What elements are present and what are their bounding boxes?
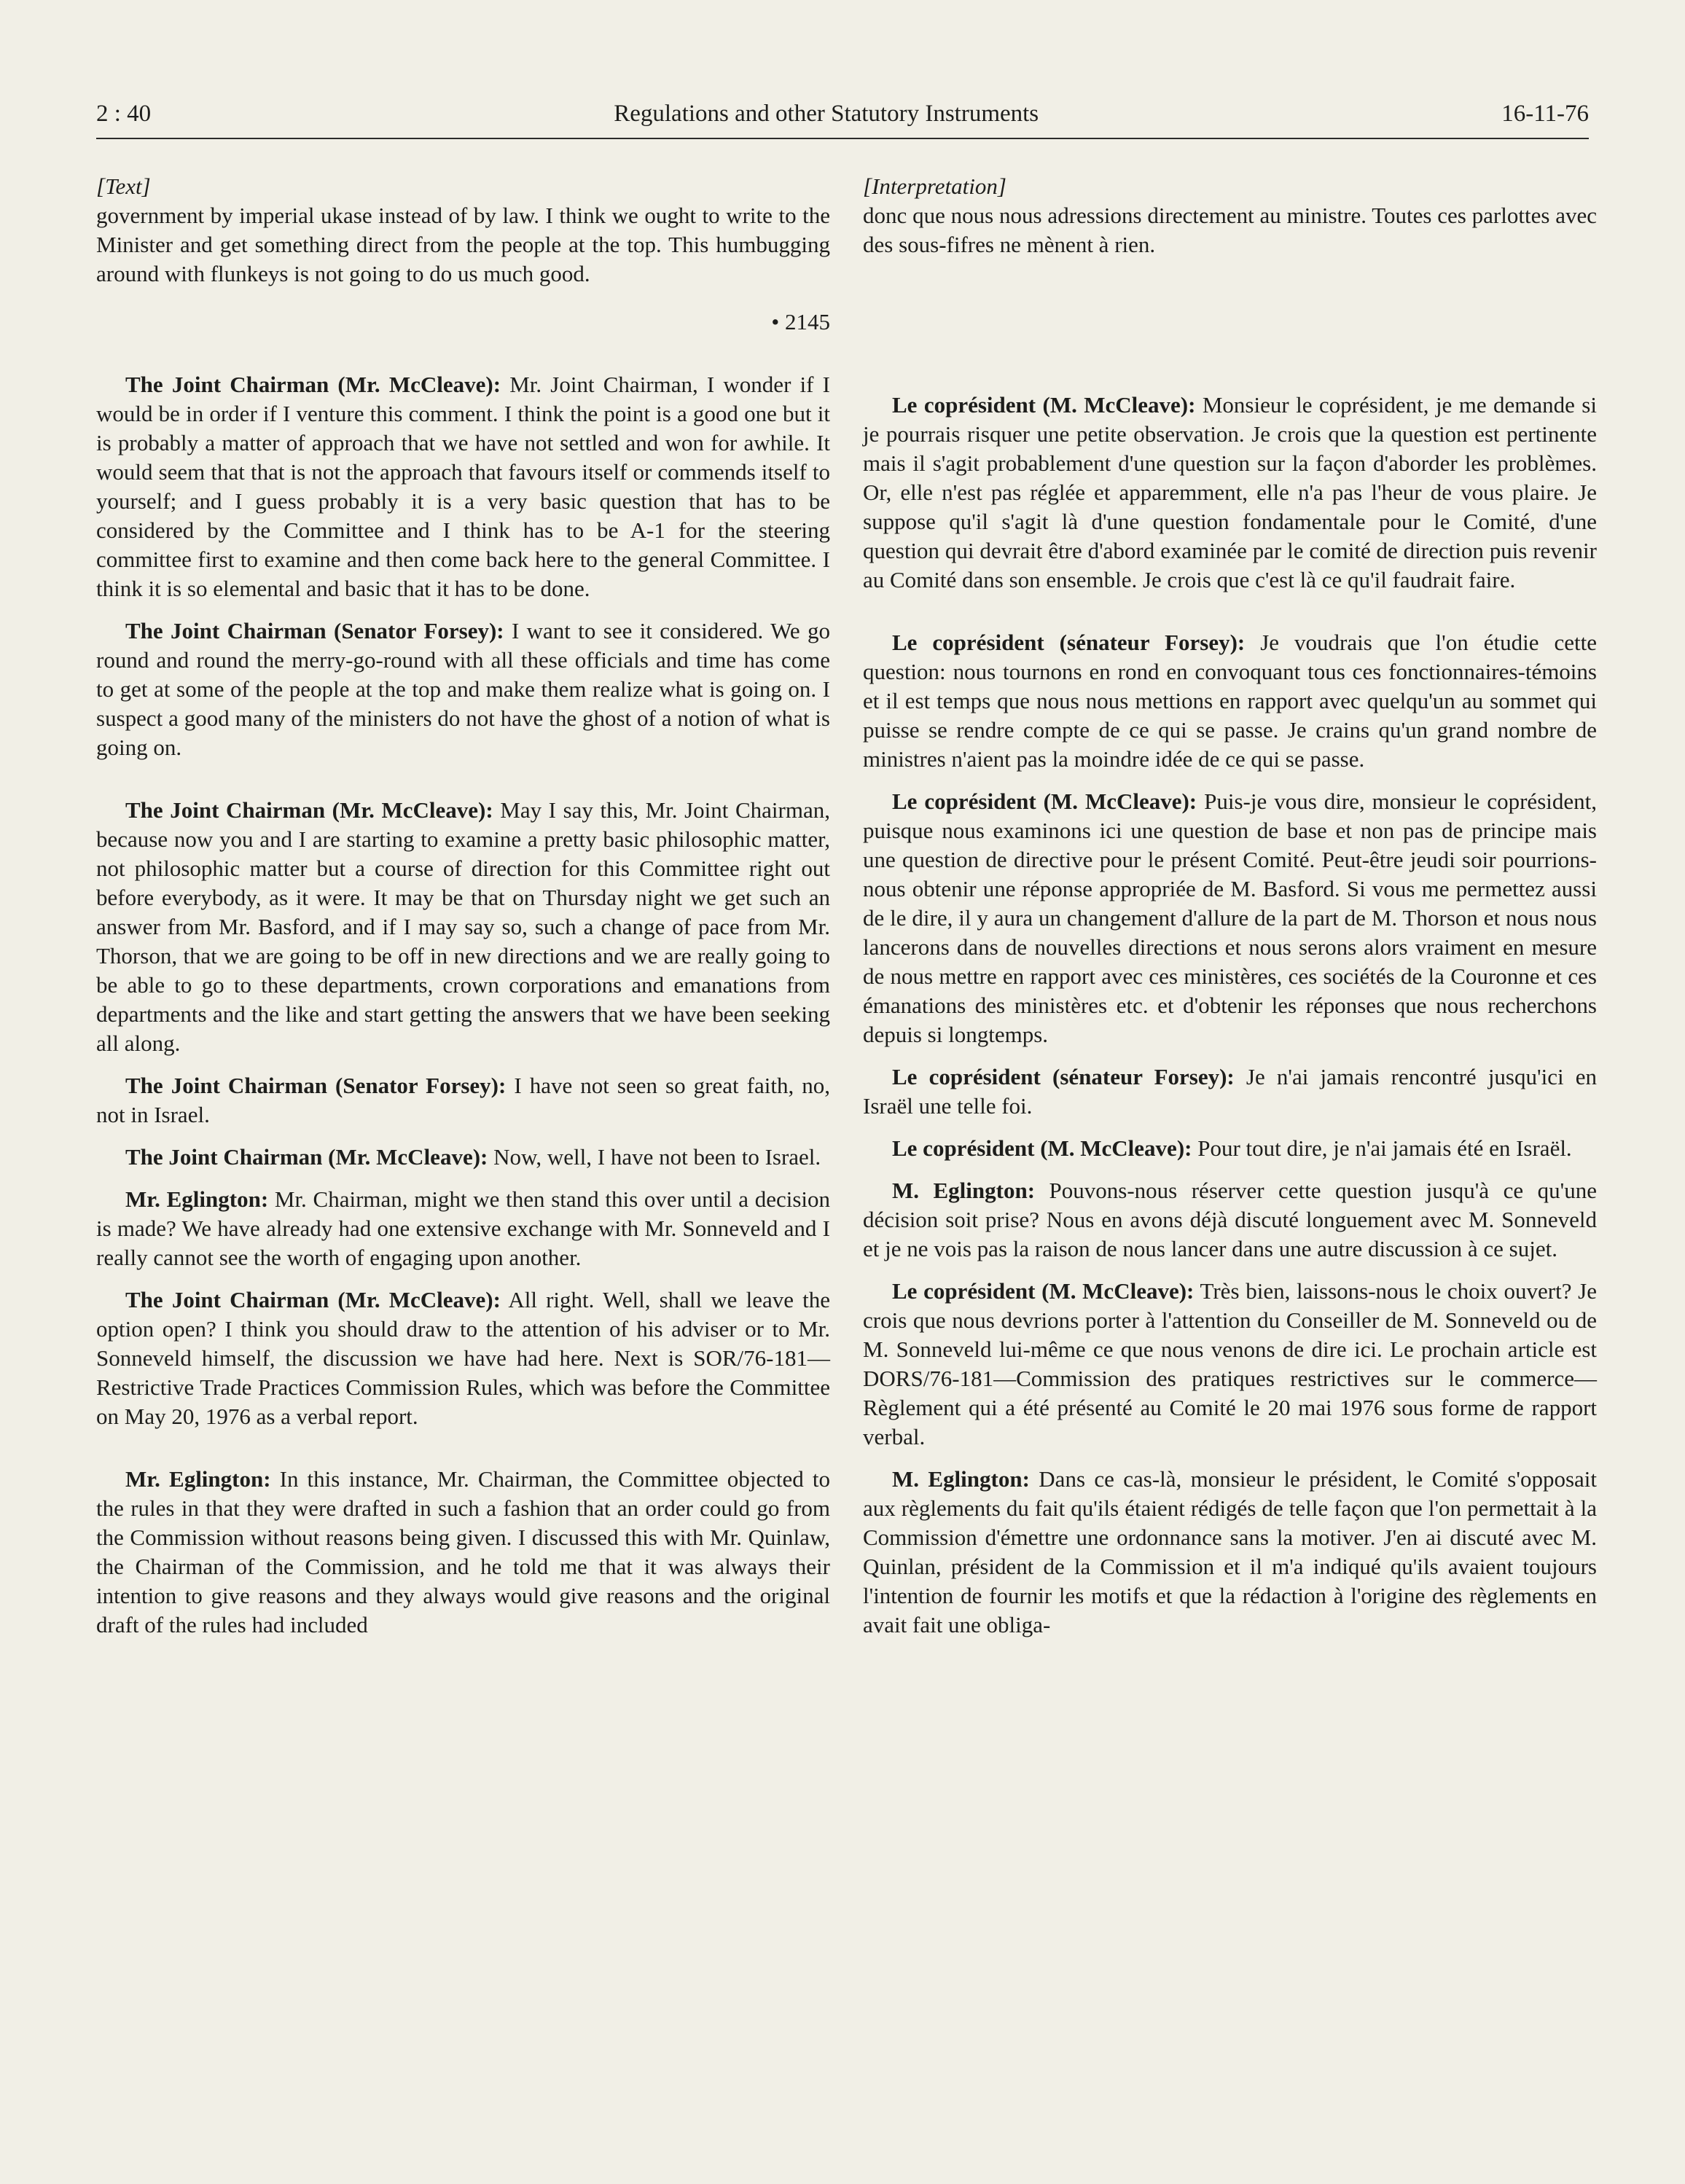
speaker-name: The Joint Chairman (Senator Forsey): <box>125 618 504 643</box>
speaker-name: Le coprésident (M. McCleave): <box>892 1278 1195 1304</box>
speaker-name: The Joint Chairman (Mr. McCleave): <box>125 372 501 397</box>
speech-text: Je voudrais que l'on étudie cette question: nous tournons en rond en convoquant tous ces fonctionnaires-témoins et il est temps que nous nous mettions en rapport avec quelqu'un au sommet qui puisse se rendre compte de ce qui se passe. Je crains qu'un grand nombre de ministres n'aient pas la moindre idée de ce qui se passe. <box>863 630 1597 772</box>
speaker-name: Mr. Eglington: <box>125 1186 269 1212</box>
speech-paragraph <box>96 617 830 762</box>
speech-text: Pouvons-nous réserver cette question jusqu'à ce qu'une décision soit prise? Nous en avons déjà discuté longuement avec M. Sonneveld et je ne vois pas la raison de nous lancer dans une autre discussion à ce sujet. <box>863 1178 1597 1261</box>
page-number: 2 : 40 <box>96 101 152 127</box>
column-heading: [Text] <box>96 173 151 199</box>
speech-text: Je n'ai jamais rencontré jusqu'ici en Israël une telle foi. <box>863 1064 1597 1119</box>
intro-paragraph: government by imperial ukase instead of by law. I think we ought to write to the Minister and get something direct from the people at the top. This humbugging around with flunkeys is not going to do us much good. <box>96 203 830 286</box>
column-heading: [Interpretation] <box>863 173 1006 199</box>
speech-paragraph <box>96 1285 830 1431</box>
speech-text: I have not seen so great faith, no, not in Israel. <box>96 1073 830 1127</box>
speech-text: Now, well, I have not been to Israel. <box>488 1144 821 1170</box>
french-column <box>863 172 1597 1640</box>
speaker-name: Le coprésident (M. McCleave): <box>892 392 1196 418</box>
speech-paragraph <box>863 1134 1597 1163</box>
speech-paragraph <box>863 787 1597 1049</box>
intro-paragraph: donc que nous nous adressions directement au ministre. Toutes ces parlottes avec des sous-fifres ne mènent à rien. <box>863 203 1597 257</box>
speech-text: Mr. Joint Chairman, I wonder if I would be in order if I venture this comment. I think the point is a good one but it is probably a matter of approach that we have not settled and won for awhile. It would seem that that is not the approach that favours itself or commends itself to yourself; and I guess probably it is a very basic question that has to be considered by the Committee and I think has to be A-1 for the steering committee first to examine and then come back here to the general Committee. I think it is so elemental and basic that it has to be done. <box>96 372 830 601</box>
speaker-name: The Joint Chairman (Mr. McCleave): <box>125 1144 488 1170</box>
speech-paragraph <box>96 1185 830 1272</box>
speech-paragraph <box>863 1062 1597 1121</box>
speech-paragraph <box>863 628 1597 774</box>
speech-text: I want to see it considered. We go round and round the merry-go-round with all these officials and time has come to get at some of the people at the top and make them realize what is going on. I suspect a good many of the ministers do not have the ghost of a notion of what is going on. <box>96 618 830 760</box>
speaker-name: M. Eglington: <box>892 1178 1036 1203</box>
speech-paragraph <box>96 796 830 1058</box>
running-title: Regulations and other Statutory Instruments <box>614 101 1039 127</box>
speech-text: Puis-je vous dire, monsieur le coprésident, puisque nous examinons ici une question de base et non pas de principe mais une question de directive pour le présent Comité. Peut-être jeudi soir pourrions-nous obtenir une réponse appropriée de M. Basford. Si vous me permettez aussi de le dire, il y aura un changement d'allure de la part de M. Thorson et nous nous lancerons dans de nouvelles directions et nous serons alors vraiment en mesure de nous mettre en rapport avec ces ministères, ces sociétés de la Couronne et ces émanations des ministères etc. et d'obtenir les réponses que nous recherchons depuis si longtemps. <box>863 788 1597 1047</box>
speaker-name: The Joint Chairman (Mr. McCleave): <box>125 797 493 823</box>
time-marker: • 2145 <box>771 309 830 334</box>
speech-text: Mr. Chairman, might we then stand this over until a decision is made? We have already had one extensive exchange with Mr. Sonneveld and I really cannot see the worth of engaging upon another. <box>96 1186 830 1270</box>
speech-paragraph <box>96 1143 830 1172</box>
speech-paragraph <box>863 1176 1597 1264</box>
speaker-name: Le coprésident (sénateur Forsey): <box>892 630 1246 655</box>
speaker-name: Mr. Eglington: <box>125 1466 271 1492</box>
speech-paragraph <box>863 1465 1597 1640</box>
speech-text: Très bien, laissons-nous le choix ouvert? Je crois que nous devrions porter à l'attention du Conseiller de M. Sonneveld ou de M. Sonneveld lui-même ce que nous venons de dire ici. Le prochain article est DORS/76-181—Commission des pratiques restrictives sur le commerce—Règlement qui a été présenté au Comité le 20 mai 1976 sous forme de rapport verbal. <box>863 1278 1597 1449</box>
speech-paragraph <box>96 1465 830 1640</box>
speech-paragraph <box>96 370 830 603</box>
speech-paragraph <box>863 391 1597 595</box>
speaker-name: M. Eglington: <box>892 1466 1030 1492</box>
speech-paragraph <box>96 1071 830 1130</box>
speaker-name: Le coprésident (M. McCleave): <box>892 1135 1192 1161</box>
speech-text: Pour tout dire, je n'ai jamais été en Israël. <box>1192 1135 1572 1161</box>
speech-text: May I say this, Mr. Joint Chairman, because now you and I are starting to examine a pretty basic philosophic matter, not philosophic matter but a course of direction for this Committee right out before everybody, as it were. It may be that on Thursday night we get such an answer from Mr. Basford, and if I may say so, such a change of pace from Mr. Thorson, that we are going to be off in new directions and we are really going to be able to go to these departments, crown corporations and emanations from departments and the like and start getting the answers that we have been seeking all along. <box>96 797 830 1056</box>
page-date: 16-11-76 <box>1501 101 1589 127</box>
speech-text: All right. Well, shall we leave the option open? I think you should draw to the attention of his adviser or to Mr. Sonneveld himself, the discussion we have had here. Next is SOR/76-181—Restrictive Trade Practices Commission Rules, which was before the Committee on May 20, 1976 as a verbal report. <box>96 1287 830 1429</box>
english-column <box>96 172 830 1640</box>
speaker-name: The Joint Chairman (Mr. McCleave): <box>125 1287 501 1312</box>
speaker-name: Le coprésident (sénateur Forsey): <box>892 1064 1235 1089</box>
speaker-name: Le coprésident (M. McCleave): <box>892 788 1197 814</box>
speech-text: In this instance, Mr. Chairman, the Committee objected to the rules in that they were drafted in such a fashion that an order could go from the Commission without reasons being given. I discussed this with Mr. Quinlaw, the Chairman of the Commission, and he told me that it was always their intention to give reasons and they always would give reasons and the original draft of the rules had included <box>96 1466 830 1637</box>
header-rule <box>96 138 1589 139</box>
speech-paragraph <box>863 1277 1597 1452</box>
speech-text: Dans ce cas-là, monsieur le président, le Comité s'opposait aux règlements du fait qu'ils étaient rédigés de telle façon que l'on permettait à la Commission d'émettre une ordonnance sans la motiver. J'en ai discuté avec M. Quinlan, président de la Commission et il m'a indiqué qu'ils avaient toujours l'intention de fournir les motifs et que la rédaction à l'origine des règlements en avait fait une obliga- <box>863 1466 1597 1637</box>
speech-text: Monsieur le coprésident, je me demande si je pourrais risquer une petite observation. Je crois que la question est pertinente mais il s'agit probablement d'une question sur la façon d'aborder les problèmes. Or, elle n'est pas réglée et apparemment, elle n'a pas l'heur de vous plaire. Je suppose qu'il s'agit là d'une question fondamentale pour le Comité, d'une question qui devrait être d'abord examinée par le comité de direction puis revenir au Comité dans son ensemble. Je crois que c'est là ce qu'il faudrait faire. <box>863 392 1597 592</box>
page-header <box>96 99 1589 128</box>
speaker-name: The Joint Chairman (Senator Forsey): <box>125 1073 507 1098</box>
